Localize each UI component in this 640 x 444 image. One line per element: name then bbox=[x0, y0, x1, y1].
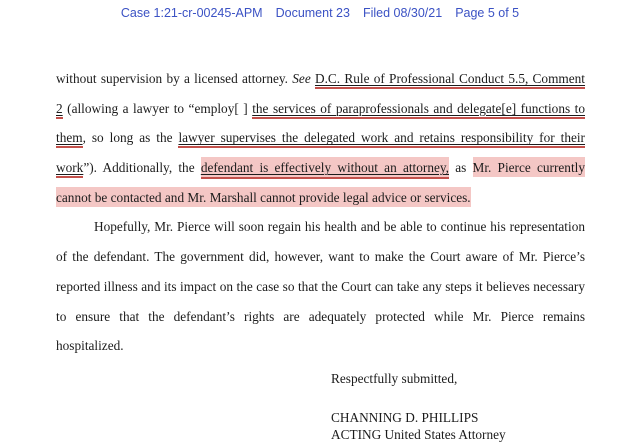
text-line bbox=[56, 94, 585, 124]
text-run: See bbox=[292, 71, 311, 86]
text-run: ”). Additionally, the bbox=[83, 160, 201, 176]
text-run: 2 bbox=[56, 101, 63, 119]
text-line bbox=[56, 331, 585, 361]
text-run: to ensure that the defendant’s rights are adequately protected while Mr. Pierce remains bbox=[56, 308, 585, 324]
ecf-stamp-header bbox=[0, 6, 640, 20]
document-body bbox=[56, 64, 585, 361]
text-run: lawyer supervises the delegated work and retains responsibility for their bbox=[178, 130, 585, 148]
text-run: Mr. Pierce currently bbox=[473, 157, 585, 177]
signature-title: ACTING United States Attorney bbox=[331, 427, 506, 442]
text-run: , so long as the bbox=[82, 130, 179, 146]
text-run: of the defendant. The government did, however, want to make the Court aware of Mr. Pierce’s bbox=[56, 249, 585, 265]
signature-block bbox=[331, 370, 506, 443]
text-line bbox=[56, 183, 585, 213]
text-run: cannot be contacted and Mr. Marshall cannot provide legal advice or services. bbox=[56, 187, 471, 207]
signature-name: CHANNING D. PHILLIPS bbox=[331, 410, 479, 425]
text-run: work bbox=[56, 160, 83, 178]
text-run: D.C. Rule of Professional Conduct 5.5, Comment bbox=[315, 71, 585, 89]
text-run: (allowing a lawyer to “employ[ ] bbox=[62, 100, 253, 116]
text-run: defendant is effectively without an attorney, bbox=[201, 157, 449, 179]
header-document-label: Document 23 bbox=[275, 6, 350, 20]
header-case-number: Case 1:21-cr-00245-APM bbox=[120, 6, 263, 20]
text-line bbox=[56, 212, 585, 242]
text-run: as bbox=[448, 160, 473, 176]
text-run: reported illness and its impact on the case so that the Court can take any steps it believes necessary bbox=[56, 278, 585, 294]
header-filed-date: Filed 08/30/21 bbox=[362, 6, 443, 20]
signature-closing: Respectfully submitted, bbox=[331, 371, 458, 386]
text-run: Hopefully, Mr. Pierce will soon regain his health and be able to continue his representation bbox=[94, 219, 585, 235]
text-run: the services of paraprofessionals and delegate[e] functions to bbox=[252, 101, 585, 119]
header-page-label: Page 5 of 5 bbox=[455, 6, 520, 20]
text-run: without supervision by a licensed attorney. bbox=[56, 71, 293, 86]
text-line bbox=[56, 153, 585, 183]
text-run: hospitalized. bbox=[56, 338, 124, 354]
text-line bbox=[56, 272, 585, 302]
text-line bbox=[56, 242, 585, 272]
text-line bbox=[56, 302, 585, 332]
text-run: them bbox=[56, 130, 83, 148]
text-line bbox=[56, 123, 585, 153]
text-line bbox=[56, 64, 585, 94]
